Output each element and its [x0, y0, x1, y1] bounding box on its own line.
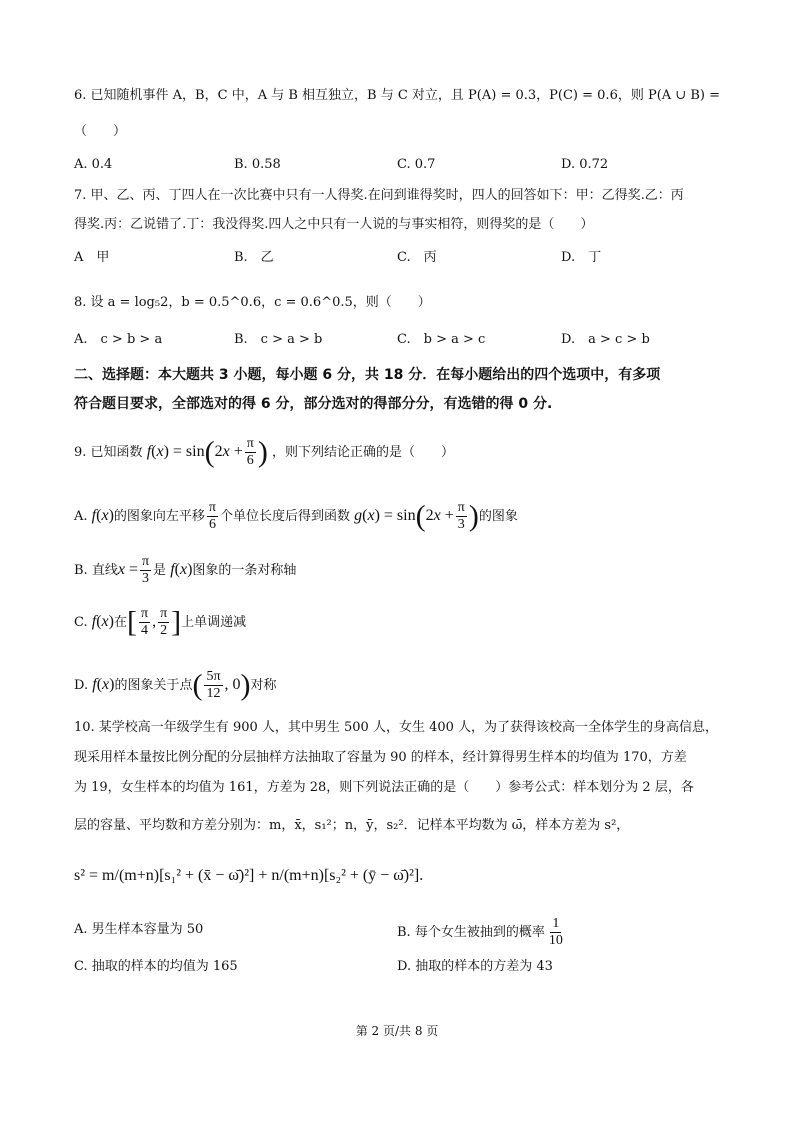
q10-line-2: 现采用样本量按比例分配的分层抽样方法抽取了容量为 90 的样本，经计算得男生样本的均值为 170，方差 — [74, 750, 687, 765]
q6-stem: 6. 已知随机事件 A，B，C 中，A 与 B 相互独立，B 与 C 对立，且 P(A) = 0.3，P(C) = 0.6，则 P(A ∪ B) = — [74, 88, 720, 103]
q10-option-b: B. 每个女生被抽到的概率 $\frac{1}{10}$ — [397, 916, 563, 948]
q10-option-a: A. 男生样本容量为 50 — [74, 922, 204, 937]
q8-stem: 8. 设 a = log₅2，b = 0.5^0.6，c = 0.6^0.5，则（ ） — [74, 295, 431, 310]
q6-option-b: B. 0.58 — [234, 157, 281, 172]
q9-function-expression: f(x) = sin — [146, 443, 205, 460]
q6-paren: （ ） — [74, 124, 127, 139]
q9-option-a: A. f(x)的图象向左平移 $\frac{\pi}{6}$ 个单位长度后得到函数 g(x) = sin(2x + $\frac{\pi}{3}$ )的图象 — [74, 499, 518, 533]
q8-option-d: D. a > c > b — [561, 332, 650, 347]
section-2-heading-line-1: 二、选择题：本大题共 3 小题，每小题 6 分，共 18 分．在每小题给出的四个选项中，有多项 — [74, 367, 661, 383]
q7-option-a: A 甲 — [74, 250, 110, 265]
q10-line-4: 层的容量、平均数和方差分别为：m，x̄，s₁²；n，ȳ，s₂²．记样本平均数为 ω̄，样本方差为 s²， — [74, 818, 630, 833]
q6-option-d: D. 0.72 — [561, 157, 609, 172]
q9-option-c: C. f(x)在[ $\frac{\pi}{4}$ , $\frac{\pi}{2}$ ]上单调递减 — [74, 605, 247, 639]
page-footer: 第 2 页/共 8 页 — [355, 1024, 439, 1038]
q6-option-a: A. 0.4 — [74, 157, 113, 172]
q10-line-3: 为 19，女生样本的均值为 161，方差为 28，则下列说法正确的是（ ）参考公式：样本划分为 2 层，各 — [74, 780, 694, 795]
q7-option-c: C. 丙 — [397, 250, 437, 265]
q9-option-d: D. f(x)的图象关于点( $\frac{5\pi}{12}$ , 0)对称 — [74, 668, 277, 702]
q7-option-b: B. 乙 — [234, 250, 274, 265]
q10-variance-formula: s² = m/(m+n)[s₁² + (x̄ − ω̄)²] + n/(m+n)[s₂² + (ȳ − ω̄)²]. — [74, 867, 424, 884]
q10-option-d: D. 抽取的样本的方差为 43 — [397, 959, 553, 974]
q6-option-c: C. 0.7 — [397, 157, 436, 172]
q8-option-b: B. c > a > b — [234, 332, 323, 347]
q7-line-2: 得奖.丙：乙说错了.丁：我没得奖.四人之中只有一人说的与事实相符，则得奖的是（ ） — [74, 217, 594, 232]
q7-line-1: 7. 甲、乙、丙、丁四人在一次比赛中只有一人得奖.在问到谁得奖时，四人的回答如下：甲：乙得奖.乙：丙 — [74, 188, 684, 203]
q10-option-c: C. 抽取的样本的均值为 165 — [74, 959, 238, 974]
q8-option-a: A. c > b > a — [74, 332, 163, 347]
q8-option-c: C. b > a > c — [397, 332, 486, 347]
q7-option-d: D. 丁 — [561, 250, 602, 265]
q9-option-b: B. 直线x = $\frac{\pi}{3}$ 是 f(x)图象的一条对称轴 — [74, 554, 297, 586]
section-2-heading-line-2: 符合题目要求，全部选对的得 6 分，部分选对的得部分分，有选错的得 0 分. — [74, 396, 553, 412]
q10-line-1: 10. 某学校高一年级学生有 900 人，其中男生 500 人，女生 400 人，为了获得该校高一全体学生的身高信息， — [74, 720, 719, 735]
q9-stem: 9. 已知函数 f(x) = sin(2x + $\frac{\pi}{6}$ ) ，则下列结论正确的是（ ） — [74, 435, 454, 469]
